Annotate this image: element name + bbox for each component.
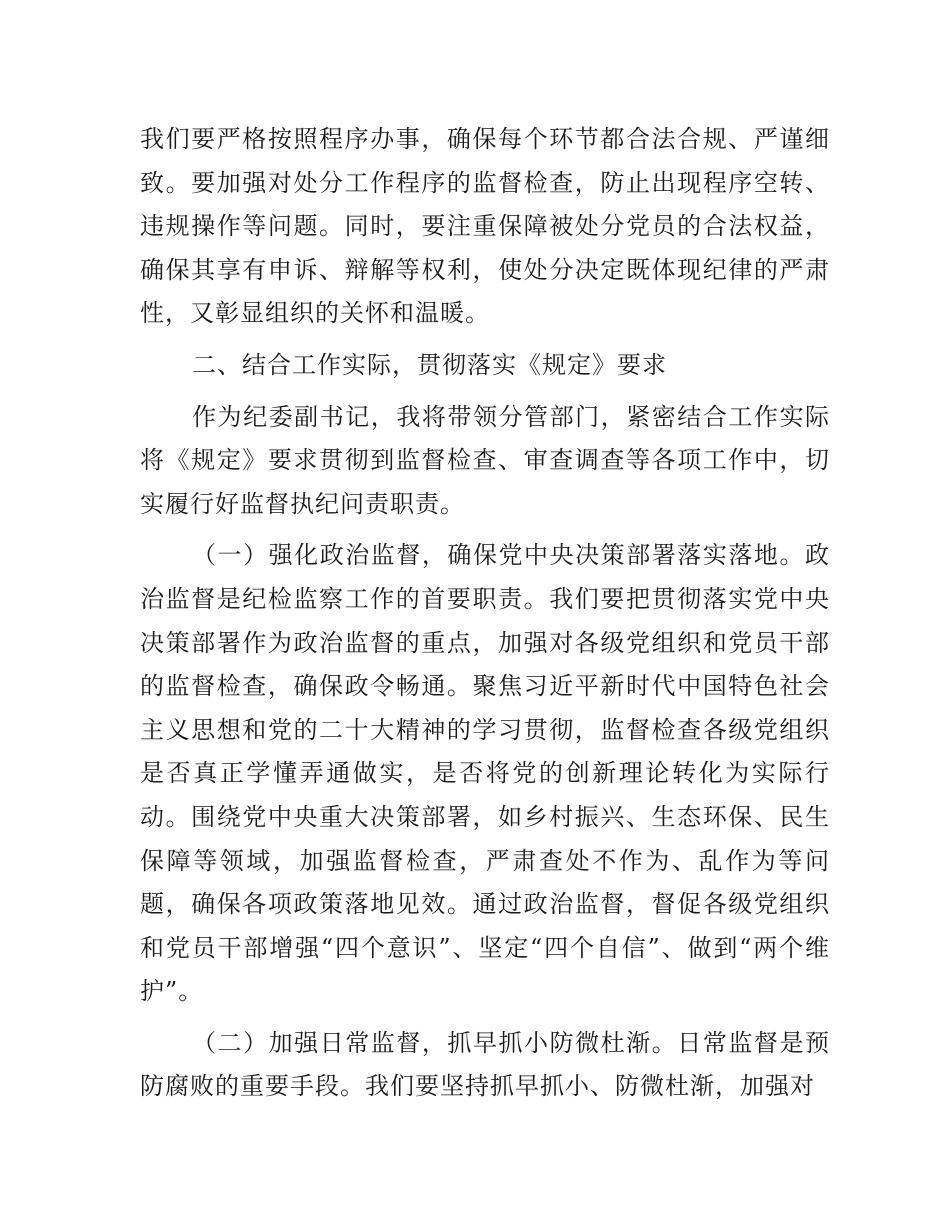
- paragraph-continuation: 我们要严格按照程序办事，确保每个环节都合法合规、严谨细致。要加强对处分工作程序的监督检查，防止出现程序空转、违规操作等问题。同时，要注重保障被处分党员的合法权益，确保其享有申诉、辩解等权利，使处分决定既体现纪律的严肃性，又彰显组织的关怀和温暖。: [140, 125, 830, 328]
- document-body: [140, 118, 830, 1109]
- paragraph-intro: 作为纪委副书记，我将带领分管部门，紧密结合工作实际将《规定》要求贯彻到监督检查、审查调查等各项工作中，切实履行好监督执纪问责职责。: [140, 402, 830, 518]
- paragraph-political-supervision: （一）强化政治监督，确保党中央决策部署落实落地。政治监督是纪检监察工作的首要职责。我们要把贯彻落实党中央决策部署作为政治监督的重点，加强对各级党组织和党员干部的监督检查，确保政令畅通。聚焦习近平新时代中国特色社会主义思想和党的二十大精神的学习贯彻，监督检查各级党组织是否真正学懂弄通做实，是否将党的创新理论转化为实际行动。围绕党中央重大决策部署，如乡村振兴、生态环保、民生保障等领域，加强监督检查，严肃查处不作为、乱作为等问题，确保各项政策落地见效。通过政治监督，督促各级党组织和党员干部增强“四个意识”、坚定“四个自信”、做到“两个维护”。: [140, 541, 830, 1006]
- paragraph-daily-supervision: （二）加强日常监督，抓早抓小防微杜渐。日常监督是预防腐败的重要手段。我们要坚持抓早抓小、防微杜渐，加强对: [140, 1028, 830, 1101]
- section-heading: 二、结合工作实际，贯彻落实《规定》要求: [192, 350, 667, 379]
